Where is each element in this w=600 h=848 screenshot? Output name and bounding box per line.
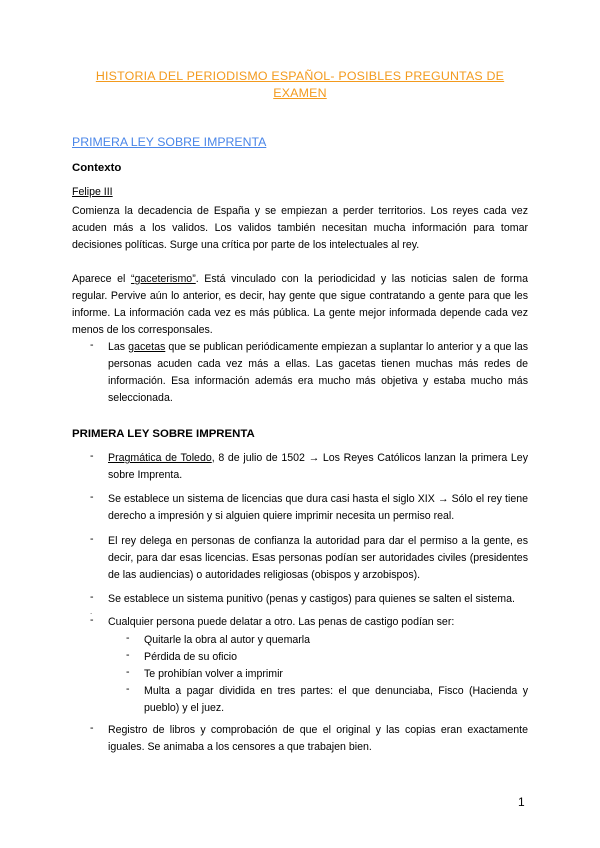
law-heading: PRIMERA LEY SOBRE IMPRENTA (72, 428, 255, 440)
bullet-dash: - (90, 591, 94, 603)
penalty-item: Pérdida de su oficio (144, 651, 238, 663)
penalty-item: Quitarle la obra al autor y quemarla (144, 634, 311, 646)
list-item-punitivo: Se establece un sistema punitivo (penas y castigos) para quienes se salten el sistema. (108, 593, 515, 605)
section-heading: PRIMERA LEY SOBRE IMPRENTA (72, 135, 267, 149)
pragmatica-term: Pragmática de Toledo (108, 452, 212, 464)
sub-bullet-dash: - (126, 666, 130, 678)
page-number: 1 (518, 795, 525, 809)
gaceterismo-term: “gaceterismo” (130, 273, 196, 285)
sub-bullet-dash: - (126, 649, 130, 661)
list-item-gacetas: Las gacetas que se publican periódicamente empiezan a suplantar lo anterior y a que las personas acuden cada vez más a ellas. Las gacetas tienen muchas más redes de información. Esa información además era mucho más objetiva y estaba mucho más seleccionada. (108, 341, 529, 404)
bullet-dash: - (90, 722, 94, 734)
document-title: HISTORIA DEL PERIODISMO ESPAÑOL- POSIBLES PREGUNTAS DE EXAMEN (95, 69, 505, 100)
bullet-dash: - (90, 533, 94, 545)
sub-bullet-dash: - (126, 683, 130, 695)
bullet-dash: - (90, 614, 94, 626)
paragraph-decadence: Comienza la decadencia de España y se empiezan a perder territorios. Los reyes cada vez acuden más a los validos. Los validos también necesitan mucha información para tomar decisiones políticas. Surge una crítica por parte de los intelectuales al rey. (72, 205, 528, 251)
penalty-item: Multa a pagar dividida en tres partes: el que denunciaba, Fisco (Hacienda y pueblo) y el juez. (144, 685, 528, 714)
bullet-dash: - (90, 491, 94, 503)
list-item-delega: El rey delega en personas de confianza la autoridad para dar el permiso a la gente, es decir, para dar esas licencias. Esas personas podían ser autoridades civiles (presidentes de las audiencias) o autoridades religiosas (obispos y arzobispos). (108, 535, 528, 581)
penalty-item: Te prohibían volver a imprimir (144, 668, 283, 680)
list-item-registro: Registro de libros y comprobación de que el original y las copias eran exactamente iguales. Se animaba a los censores a que trabajen bien. (108, 724, 528, 753)
gacetas-term: gacetas (128, 341, 166, 353)
list-item-licencias: Se establece un sistema de licencias que dura casi hasta el siglo XIX → Sólo el rey tiene derecho a impresión y si alguien quiere imprimir necesita un permiso real. (108, 493, 528, 522)
stray-mark: . (90, 607, 93, 616)
list-item-delatar: Cualquier persona puede delatar a otro. Las penas de castigo podían ser: (108, 616, 455, 628)
paragraph-gaceterismo: Aparece el “gaceterismo”. Está vinculado con la periodicidad y las noticias salen de forma regular. Pervive aún lo anterior, es decir, hay gente que sigue contratando a gente para que les informe. La información cada vez es más pública. La gente mejor informada depende cada vez menos de los corresponsales. (72, 273, 528, 336)
bullet-dash: - (90, 450, 94, 462)
sub-bullet-dash: - (126, 632, 130, 644)
list-item-pragmatica: Pragmática de Toledo, 8 de julio de 1502 → Los Reyes Católicos lanzan la primera Ley sobre Imprenta. (108, 452, 528, 481)
king-subheading: Felipe III (72, 186, 113, 198)
context-heading: Contexto (72, 162, 122, 174)
bullet-dash: - (90, 339, 94, 351)
